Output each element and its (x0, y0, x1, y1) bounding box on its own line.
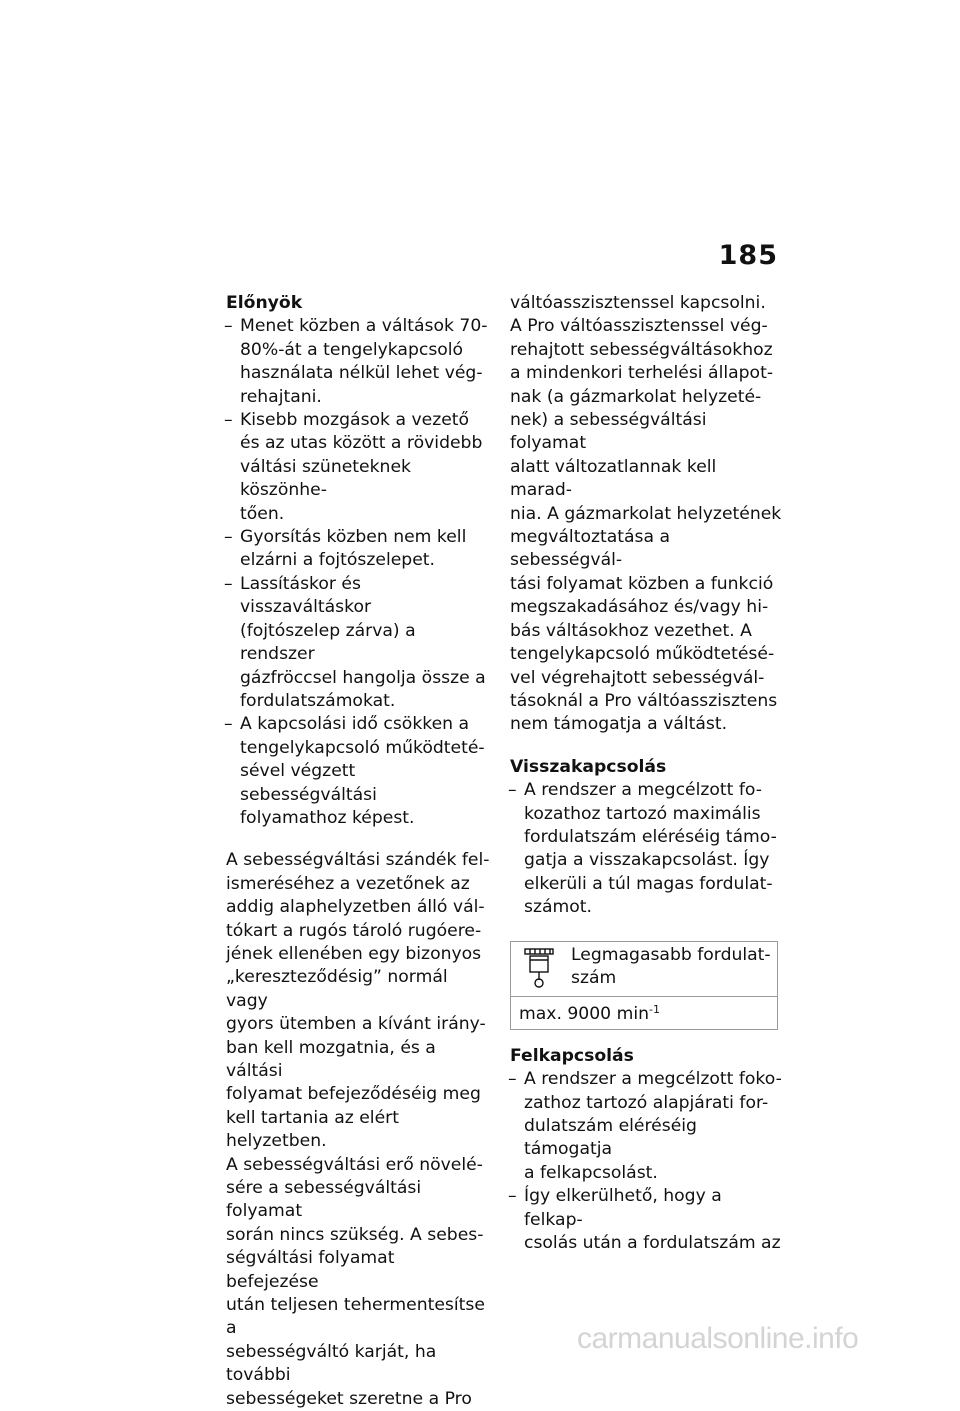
text-line: és az utas között a rövidebb (240, 433, 483, 454)
text-line: szám (571, 967, 617, 988)
spec-value (511, 997, 777, 1028)
list-item (510, 1185, 782, 1255)
text-line: tókart a rugós tároló rugóere- (226, 920, 482, 941)
spec-value-unit-exponent: -1 (649, 1003, 660, 1017)
text-line: során nincs szükség. A sebes- (226, 1224, 484, 1245)
text-line: rehajtani. (240, 386, 322, 407)
text-line: váltóasszisztenssel kapcsolni. (510, 293, 766, 313)
text-line: A sebességváltási szándék fel- (226, 850, 490, 871)
text-line: ségváltási folyamat befejezése (226, 1248, 395, 1292)
text-line: megszakadásához és/vagy hi- (510, 597, 769, 618)
text-line: A kapcsolási idő csökken a (240, 714, 470, 735)
text-line: A Pro váltóasszisztenssel vég- (510, 316, 768, 337)
watermark: carmanualsonline.info (577, 1322, 859, 1355)
text-line: nia. A gázmarkolat helyzetének (510, 503, 782, 524)
max-rpm-spec-table (510, 941, 778, 1030)
text-line: A rendszer a megcélzott fo- (524, 780, 762, 801)
text-line: tási folyamat közben a funkció (510, 573, 774, 594)
engine-piston-icon (521, 946, 557, 990)
upshift-heading: Felkapcsolás (510, 1045, 634, 1066)
text-line: elkerüli a túl magas fordulat- (524, 873, 773, 894)
text-line: ban kell mozgatnia, és a váltási (226, 1037, 436, 1081)
text-line: Kisebb mozgások a vezető (240, 410, 470, 431)
spec-label (571, 944, 771, 991)
text-line: zathoz tartozó alapjárati for- (524, 1092, 769, 1113)
text-line: folyamat befejeződéséig meg (226, 1084, 481, 1105)
upshift-list (510, 1068, 782, 1255)
shift-intent-paragraph (226, 849, 492, 1411)
text-line: tően. (240, 503, 285, 524)
page-number: 185 (718, 240, 778, 271)
advantages-list (226, 315, 492, 830)
text-line: Gyorsítás közben nem kell (240, 527, 467, 548)
text-line: gázfröccsel hangolja össze a (240, 667, 486, 688)
spec-value-text: max. 9000 min (519, 1004, 649, 1025)
spec-header (511, 942, 777, 998)
list-item (226, 713, 492, 830)
text-line: A rendszer a megcélzott foko- (524, 1069, 782, 1090)
downshift-list (510, 779, 782, 919)
text-line: tengelykapcsoló működteté- (240, 737, 485, 758)
text-line: csolás után a fordulatszám az (524, 1233, 781, 1254)
list-item (510, 779, 782, 919)
text-line: alatt változatlannak kell marad- (510, 456, 717, 501)
text-line: tengelykapcsoló működtetésé- (510, 644, 775, 665)
text-line: fordulatszámokat. (240, 690, 396, 711)
advantages-heading: Előnyök (226, 293, 303, 313)
right-column (510, 292, 782, 1255)
text-line: a mindenkori terhelési állapot- (510, 363, 774, 384)
downshift-heading: Visszakapcsolás (510, 756, 667, 777)
text-line: sével végzett sebességváltási (240, 761, 377, 805)
text-line: Legmagasabb fordulat- (571, 944, 771, 965)
text-line: addig alaphelyzetben álló vál- (226, 897, 485, 918)
text-line: A sebességváltási erő növelé- (226, 1154, 483, 1175)
text-line: után teljesen tehermentesítse a (226, 1295, 485, 1339)
text-line: használata nélkül lehet vég- (240, 363, 483, 384)
list-item (510, 1068, 782, 1185)
text-line: Lassításkor és visszaváltáskor (240, 573, 372, 618)
text-line: fordulatszám eléréséig támo- (524, 826, 777, 847)
text-line: jének ellenében egy bizonyos (226, 943, 482, 964)
text-line: váltási szüneteknek köszönhe- (240, 456, 411, 501)
list-item (226, 573, 492, 713)
text-line: kell tartania az elért helyzetben. (226, 1107, 399, 1152)
text-line: nem támogatja a váltást. (510, 714, 728, 735)
text-line: Így elkerülhető, hogy a felkap- (524, 1186, 722, 1230)
text-line: tásoknál a Pro váltóasszisztens (510, 690, 778, 711)
text-line: gyors ütemben a kívánt irány- (226, 1014, 486, 1035)
text-line: sebességeket szeretne a Pro (226, 1388, 472, 1409)
text-line: a felkapcsolást. (524, 1162, 658, 1183)
text-line: dulatszám eléréséig támogatja (524, 1116, 697, 1160)
text-line: sére a sebességváltási folyamat (226, 1178, 422, 1222)
text-line: sebességváltó karját, ha további (226, 1341, 437, 1386)
text-line: „kereszteződésig” normál vagy (226, 967, 448, 1011)
text-line: rehajtott sebességváltásokhoz (510, 339, 773, 360)
list-item (226, 526, 492, 573)
text-line: (fojtószelep zárva) a rendszer (240, 620, 416, 665)
text-line: számot. (524, 897, 592, 918)
list-item (226, 315, 492, 409)
text-line: elzárni a fojtószelepet. (240, 550, 435, 571)
text-line: kozathoz tartozó maximális (524, 803, 761, 824)
text-line: vel végrehajtott sebességvál- (510, 667, 765, 688)
text-line: 80%-át a tengelykapcsoló (240, 339, 464, 360)
text-line: Menet közben a váltások 70- (240, 316, 488, 337)
text-line: nek) a sebességváltási folyamat (510, 410, 707, 454)
text-line: nak (a gázmarkolat helyzeté- (510, 386, 762, 407)
left-column (226, 292, 492, 1411)
text-line: folyamathoz képest. (240, 807, 415, 828)
list-item (226, 409, 492, 526)
text-line: megváltoztatása a sebességvál- (510, 527, 671, 571)
pro-assistant-paragraph (510, 292, 782, 737)
text-line: bás váltásokhoz vezethet. A (510, 620, 752, 641)
text-line: ismeréséhez a vezetőnek az (226, 873, 470, 894)
text-line: gatja a visszakapcsolást. Így (524, 850, 770, 871)
